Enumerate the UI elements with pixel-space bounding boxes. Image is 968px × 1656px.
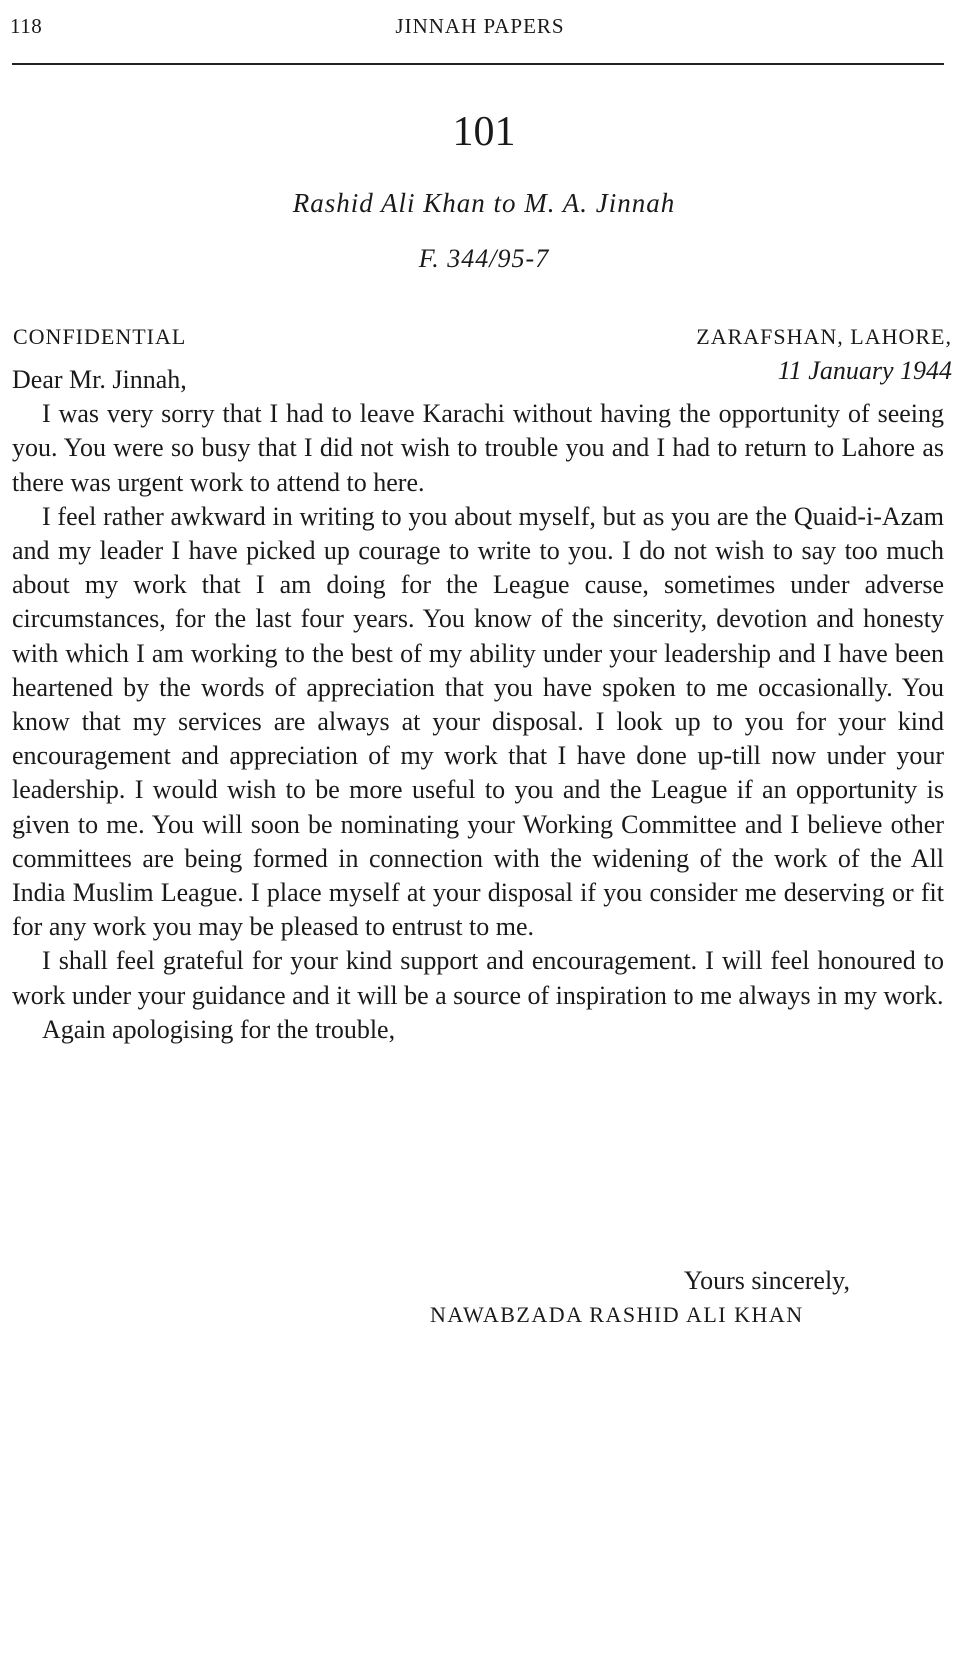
paragraph-2: I feel rather awkward in writing to you about myself, but as you are the Quaid-i-Azam and my leader I have picked up courage to write to you. I do not wish to say too much about my work that I am doing for the League cause, sometimes under adverse circumstances, for the last four years. You know of the sincerity, devotion and honesty with which I am working to the best of my ability under your leadership and I have been heartened by the words of appreciation that you have spoken to me occasionally. You know that my services are always at your disposal. I look up to you for your kind encouragement and appreciation of my work that I have done up-till now under your leadership. I would wish to be more useful to you and the League if an opportunity is given to me. You will soon be nominating your Working Committee and I believe other committees are being formed in connection with the widening of the work of the All India Muslim League. I place myself at your disposal if you consider me deserving or fit for any work you may be pleased to entrust to me. <box>12 501 944 942</box>
salutation: Dear Mr. Jinnah, <box>12 365 187 394</box>
letter-body <box>12 363 944 1047</box>
page-number: 118 <box>10 14 43 38</box>
paragraph-3: I shall feel grateful for your kind support and encouragement. I will feel honoured to work under your guidance and it will be a source of inspiration to me always in my work. <box>12 946 944 1010</box>
letter-date: 11 January 1944 <box>777 356 952 385</box>
document-number: 101 <box>452 109 516 155</box>
classification-label: CONFIDENTIAL <box>13 324 187 349</box>
paragraph-4: Again apologising for the trouble, <box>42 1014 396 1044</box>
header-rule <box>12 63 944 65</box>
signatory-name: NAWABZADA RASHID ALI KHAN <box>430 1302 804 1327</box>
letter-place: ZARAFSHAN, LAHORE, <box>696 324 952 349</box>
paragraph-1: I was very sorry that I had to leave Karachi without having the opportunity of seeing you. You were so busy that I did not wish to trouble you and I had to return to Lahore as there was urgent work to attend to here. <box>12 399 944 497</box>
file-reference: F. 344/95-7 <box>418 244 550 273</box>
running-title: JINNAH PAPERS <box>395 14 565 38</box>
sign-off: Yours sincerely, <box>683 1266 850 1295</box>
document-heading: Rashid Ali Khan to M. A. Jinnah <box>292 188 676 218</box>
running-head <box>10 14 950 44</box>
